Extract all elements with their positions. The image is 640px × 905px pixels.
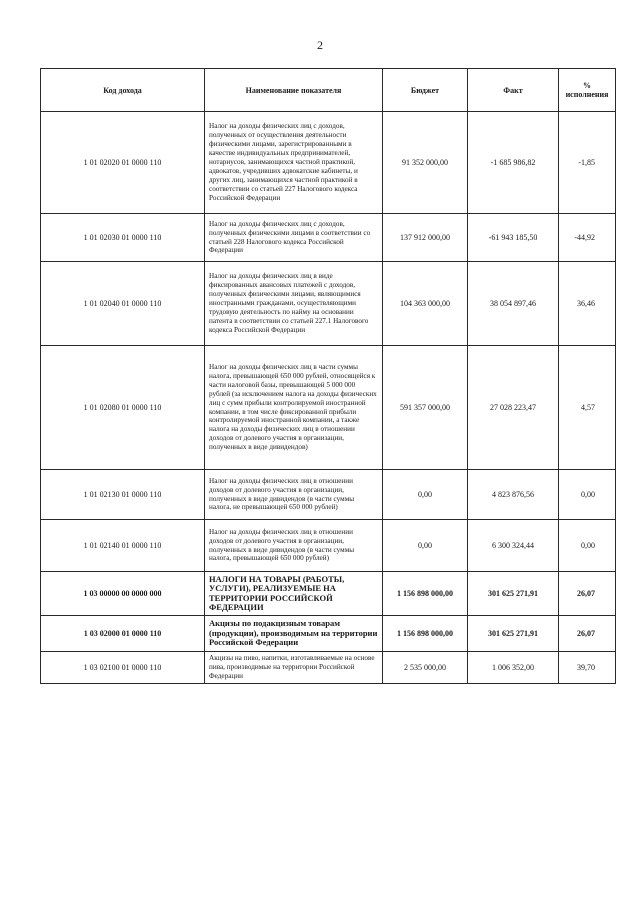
row-budget: 0,00 bbox=[383, 470, 468, 520]
row-fact: 38 054 897,46 bbox=[468, 262, 559, 346]
row-percent: 39,70 bbox=[559, 652, 616, 684]
row-fact: -1 685 986,82 bbox=[468, 112, 559, 214]
table-header-row bbox=[41, 69, 616, 112]
table-row bbox=[41, 652, 616, 684]
row-code: 1 01 02020 01 0000 110 bbox=[41, 112, 205, 214]
row-name: Акцизы на пиво, напитки, изготавливаемые на основе пива, производимые на территории Российской Федерации bbox=[205, 652, 383, 684]
row-name: Налог на доходы физических лиц с доходов, полученных от осуществления деятельности физическими лицами, зарегистрированными в качестве индивидуальных предпринимателей, нотариусов, занимающихся частной практикой, адвокатов, учредивших адвокатские кабинеты, и других лиц, занимающихся частной практикой в соответствии со статьей 227 Налогового кодекса Российской Федерации bbox=[205, 112, 383, 214]
row-code: 1 01 02030 01 0000 110 bbox=[41, 214, 205, 262]
row-fact: 301 625 271,91 bbox=[468, 572, 559, 616]
row-name: Налог на доходы физических лиц в отношении доходов от долевого участия в организации, полученных в виде дивидендов (в части суммы налога, превышающей 650 000 рублей) bbox=[205, 520, 383, 572]
row-code: 1 03 00000 00 0000 000 bbox=[41, 572, 205, 616]
row-budget: 91 352 000,00 bbox=[383, 112, 468, 214]
row-percent: 26,07 bbox=[559, 572, 616, 616]
row-code: 1 01 02080 01 0000 110 bbox=[41, 346, 205, 470]
row-budget: 1 156 898 000,00 bbox=[383, 572, 468, 616]
column-header-code: Код дохода bbox=[41, 69, 205, 112]
table-row bbox=[41, 346, 616, 470]
row-name: Налог на доходы физических лиц в отношении доходов от долевого участия в организации, полученных в виде дивидендов (в части суммы налога, не превышающей 650 000 рублей) bbox=[205, 470, 383, 520]
row-name: НАЛОГИ НА ТОВАРЫ (РАБОТЫ, УСЛУГИ), РЕАЛИЗУЕМЫЕ НА ТЕРРИТОРИИ РОССИЙСКОЙ ФЕДЕРАЦИИ bbox=[205, 572, 383, 616]
row-name: Акцизы по подакцизным товарам (продукции), производимым на территории Российской Федерации bbox=[205, 616, 383, 652]
row-fact: 27 028 223,47 bbox=[468, 346, 559, 470]
column-header-fact: Факт bbox=[468, 69, 559, 112]
row-percent: 0,00 bbox=[559, 520, 616, 572]
table-row bbox=[41, 262, 616, 346]
table-row-subsection bbox=[41, 616, 616, 652]
page-number: 2 bbox=[317, 38, 323, 52]
row-fact: 6 300 324,44 bbox=[468, 520, 559, 572]
column-header-name: Наименование показателя bbox=[205, 69, 383, 112]
row-budget: 137 912 000,00 bbox=[383, 214, 468, 262]
table-row bbox=[41, 112, 616, 214]
table-row bbox=[41, 214, 616, 262]
revenue-table bbox=[40, 68, 616, 684]
row-code: 1 03 02000 01 0000 110 bbox=[41, 616, 205, 652]
row-name: Налог на доходы физических лиц в части суммы налога, превышающей 650 000 рублей, относящейся к части налоговой базы, превышающей 5 000 000 рублей (за исключением налога на доходы физических лиц с сумм прибыли контролируемой иностранной компании, в том числе фиксированной прибыли контролируемой иностранной компании, а также налога на доходы физических лиц в отношении доходов от долевого участия в организации, полученных в виде дивидендов) bbox=[205, 346, 383, 470]
row-percent: 26,07 bbox=[559, 616, 616, 652]
row-percent: 4,57 bbox=[559, 346, 616, 470]
table-row-section bbox=[41, 572, 616, 616]
row-fact: 1 006 352,00 bbox=[468, 652, 559, 684]
row-code: 1 01 02040 01 0000 110 bbox=[41, 262, 205, 346]
table-row bbox=[41, 470, 616, 520]
row-budget: 0,00 bbox=[383, 520, 468, 572]
row-code: 1 01 02130 01 0000 110 bbox=[41, 470, 205, 520]
row-percent: -44,92 bbox=[559, 214, 616, 262]
row-code: 1 03 02100 01 0000 110 bbox=[41, 652, 205, 684]
row-budget: 104 363 000,00 bbox=[383, 262, 468, 346]
row-percent: 36,46 bbox=[559, 262, 616, 346]
row-fact: 4 823 876,56 bbox=[468, 470, 559, 520]
row-budget: 2 535 000,00 bbox=[383, 652, 468, 684]
column-header-budget: Бюджет bbox=[383, 69, 468, 112]
row-budget: 1 156 898 000,00 bbox=[383, 616, 468, 652]
row-fact: 301 625 271,91 bbox=[468, 616, 559, 652]
row-name: Налог на доходы физических лиц в виде фиксированных авансовых платежей с доходов, полученных физическими лицами, являющимися иностранными гражданами, осуществляющими трудовую деятельность по найму на основании патента в соответствии со статьей 227.1 Налогового кодекса Российской Федерации bbox=[205, 262, 383, 346]
row-code: 1 01 02140 01 0000 110 bbox=[41, 520, 205, 572]
table-row bbox=[41, 520, 616, 572]
row-fact: -61 943 185,50 bbox=[468, 214, 559, 262]
column-header-percent: % исполнения bbox=[559, 69, 616, 112]
row-percent: 0,00 bbox=[559, 470, 616, 520]
row-budget: 591 357 000,00 bbox=[383, 346, 468, 470]
row-percent: -1,85 bbox=[559, 112, 616, 214]
row-name: Налог на доходы физических лиц с доходов, полученных физическими лицами в соответствии со статьей 228 Налогового кодекса Российской Федерации bbox=[205, 214, 383, 262]
